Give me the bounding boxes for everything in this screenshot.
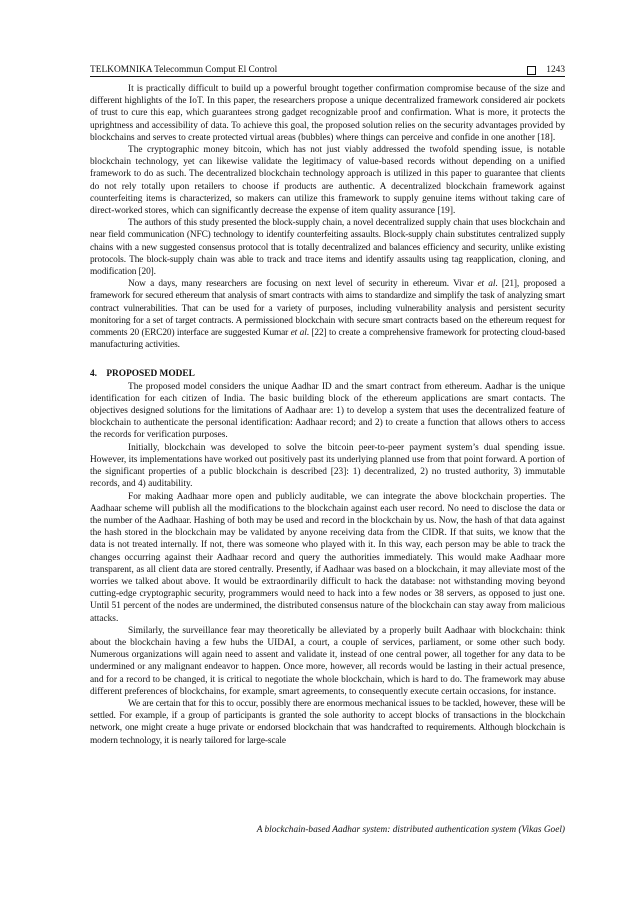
paragraph: We are certain that for this to occur, possibly there are enormous mechanical issues to be tackled, however, these will be settled. For example, if a group of participants is granted the sole authority to accept blocks of transactions in the blockchain network, one might create a huge private or endorsed blockchain that was handcrafted to requirements. Although blockchain is modern technology, it is nearly tailored for large-scale: [90, 698, 565, 746]
paragraph: It is practically difficult to build up a powerful brought together confirmation compromise because of the size and different highlights of the IoT. In this paper, the researchers propose a unique decentralized framework considered air pockets of trust to cure this eap, which guarantees strong gadget recognizable proof and confirmation. What is more, it protects the uprightness and accessibility of data. To achieve this goal, the proposed solution relies on the security advantages provided by blockchains and serves to create protected virtual areas (bubbles) where things can perceive and confide in one another [18].: [90, 84, 565, 143]
paragraph: Initially, blockchain was developed to solve the bitcoin peer-to-peer payment system’s dual spending issue. However, its implementations have worked out positively past its underlying planned use from that point forward. A portion of the significant properties of a public blockchain is described [23]: 1) decentralized, 2) no trusted authority, 3) immutable records, and 4) auditability.: [90, 442, 565, 490]
body-text: [90, 83, 565, 747]
paragraph: The cryptographic money bitcoin, which has not just viably addressed the twofold spending issue, is notable blockchain technology, yet can likewise validate the legitimacy of value-based records without depending on a unified framework to do as such. The decentralized blockchain technology approach is utilized in this paper to guarantee that clients do not rely totally upon retailers to choose if products are authentic. A decentralized blockchain framework against counterfeiting items is characterized, so makers can utilize this framework to supply genuine items without taking care of direct-worked stores, which can significantly decrease the expense of item quality assurance [19].: [90, 145, 565, 217]
header-right: [527, 63, 565, 77]
text-run: Now a days, many researchers are focusing on next level of security in ethereum. Vivar: [128, 279, 478, 290]
section-title: PROPOSED MODEL: [106, 369, 195, 380]
paragraph: The proposed model considers the unique Aadhar ID and the smart contract from ethereum. Aadhar is the unique identification for each citizen of India. The basic building block of the ethereum applications are smart contacts. The objectives designed solutions for the limitations of Aadhaar are: 1) to develop a system that uses the decentralized feature of blockchain to authenticate the personal identification: Aadhaar record; and 2) to create a function that allows others to access the records for verification purposes.: [90, 381, 565, 441]
page-number: 1243: [546, 65, 565, 75]
et-al: et al: [477, 279, 496, 290]
paragraph: Similarly, the surveillance fear may theoretically be alleviated by a properly built Aadhaar with blockchain: think about the blockchain having a few hubs the UIDAI, a court, a couple of services, parliament, or some other such body. Numerous organizations will again need to assent and validate it, instead of one central power, all together for any data to be undermined or any malignant endeavor to happen. Once more, however, all records would be lasting in their actual presence, and for a record to be changed, it is critical to negotiate the whole blockchain, which is hard to do. The framework may abuse different preferences of blockchains, for example, smart agreements, to consequently execute certain occasions, for instance.: [90, 625, 565, 697]
paragraph: The authors of this study presented the block-supply chain, a novel decentralized supply chain that uses blockchain and near field communication (NFC) technology to identify counterfeiting assaults. Block-supply chain substitutes centralized supply chains with a new suggested consensus protocol that is totally decentralized and balances efficiency and security, unlike existing protocols. The block-supply chain was able to track and trace items and identify assaults using tag reapplication, cloning, and modification [20].: [90, 218, 565, 278]
section-heading: [90, 368, 565, 380]
paragraph: For making Aadhaar more open and publicly auditable, we can integrate the above blockchain properties. The Aadhaar scheme will publish all the modifications to the blockchain against each user record. No need to disclose the data or the number of the Aadhaar. Hashing of both may be used and record in the blockchain by us. Now, the hash of that data against the hash stored in the blockchain may be validated by anyone receiving data from the CIDR. If that suits, we know that the data is not treated internally. If not, there was someone who played with it. In this way, each person may be able to track the changes occurring against their Aadhaar record and query the authorities immediately. This would make Aadhaar more transparent, as all client data are stored centrally. Presently, if Aadhaar was based on a blockchain, it may alleviate most of the worries we talked about above. It would be extraordinarily difficult to hack the database: not withstanding moving beyond cutting-edge cryptographic security, programmers would need to hack into a few nodes or 38 servers, as opposed to just one. Until 51 percent of the nodes are undermined, the distributed consensus nature of the blockchain can stay away from malicious attacks.: [90, 491, 566, 624]
square-box-icon: [527, 66, 536, 75]
running-footer: A blockchain-based Aadhar system: distributed authentication system (Vikas Goel): [256, 825, 565, 835]
running-header: [90, 63, 565, 77]
section-number: 4.: [90, 369, 98, 380]
paragraph-vivar: [90, 278, 565, 351]
text-run: . [21], proposed a framework for secured ethereum that analysis of smart contracts with aims to standardize and simplify the task of analyzing smart contract vulnerabilities. That can be used for a variety of purposes, including vulnerability analysis and persistent security monitoring for a set of target contracts. A permissioned blockchain with secure smart contracts based on the ethereum request for comments 20 (ERC20) interface are suggested Kumar: [90, 279, 565, 339]
text-run: . [22] to create a comprehensive framework for protecting cloud-based manufacturing activities.: [90, 328, 566, 351]
journal-name: TELKOMNIKA Telecommun Comput El Control: [90, 65, 278, 75]
header-rule: [90, 76, 565, 77]
et-al: et al: [290, 328, 307, 339]
